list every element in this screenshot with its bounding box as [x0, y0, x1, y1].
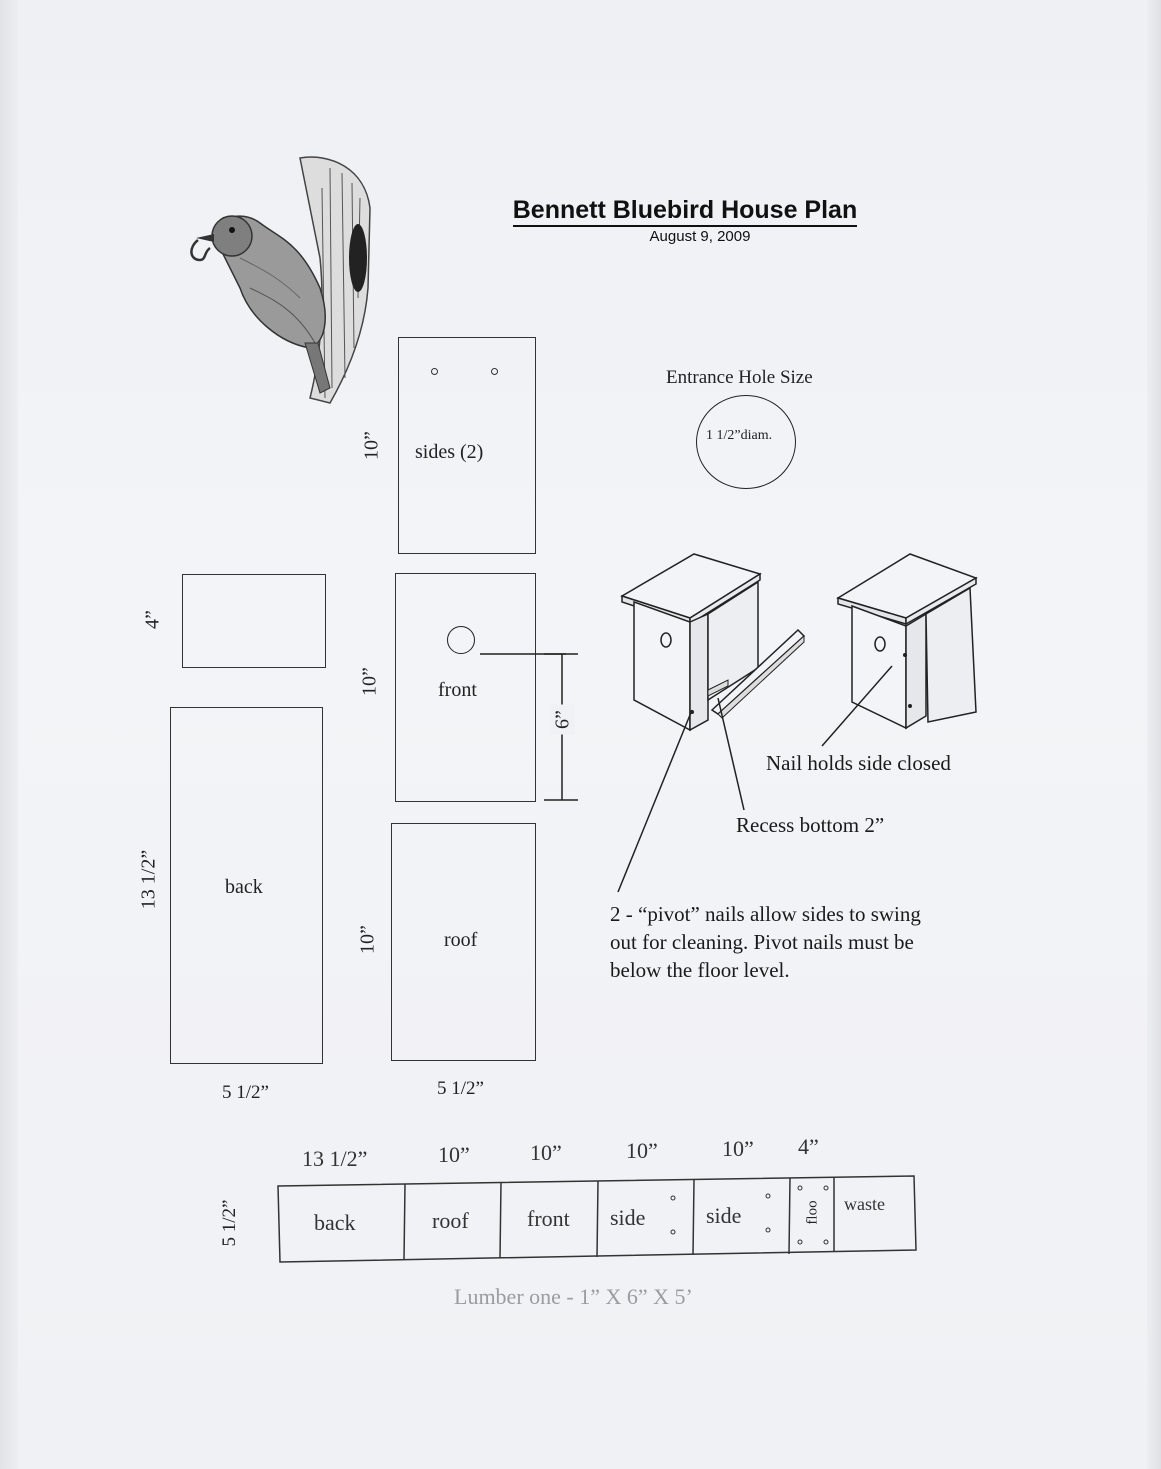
cut-length-back: 13 1/2” — [302, 1146, 368, 1171]
segment-front: front — [527, 1206, 570, 1231]
entrance-hole-size: 1 1/2”diam. — [706, 428, 773, 443]
segment-back: back — [314, 1210, 356, 1235]
roof-label: roof — [444, 929, 478, 951]
back-width-label: 5 1/2” — [222, 1082, 269, 1103]
sides-label: sides (2) — [415, 441, 484, 463]
pivot-note-line-3: below the floor level. — [610, 958, 790, 982]
hole-height-label: 6” — [552, 705, 575, 735]
segment-side-1: side — [610, 1205, 646, 1230]
roof-height-label: 10” — [356, 925, 379, 954]
segment-floor: floo — [804, 1200, 821, 1225]
board-width-label: 5 1/2” — [219, 1199, 240, 1247]
nail-holds-side-note: Nail holds side closed — [766, 751, 951, 775]
front-label: front — [438, 679, 477, 701]
nail-hole-icon — [431, 368, 438, 375]
bluebird-on-tree-icon — [180, 148, 380, 408]
pivot-note-line-1: 2 - “pivot” nails allow sides to swing — [610, 902, 921, 926]
page-right-edge — [1147, 0, 1161, 1469]
recess-bottom-note: Recess bottom 2” — [736, 813, 885, 837]
floor-panel — [182, 574, 326, 668]
entrance-hole-title: Entrance Hole Size — [666, 367, 813, 388]
pivot-note-line-2: out for cleaning. Pivot nails must be — [610, 930, 914, 954]
roof-width-label: 5 1/2” — [437, 1078, 484, 1099]
page-title: Bennett Bluebird House Plan — [470, 196, 900, 225]
sides-height-label: 10” — [360, 431, 383, 460]
segment-roof: roof — [432, 1208, 469, 1233]
cut-length-side-1: 10” — [626, 1138, 658, 1163]
plan-date: August 9, 2009 — [649, 228, 751, 245]
floor-height-label: 4” — [141, 610, 164, 629]
lumber-cut-strip — [278, 1174, 918, 1264]
lumber-requirement: Lumber one - 1” X 6” X 5’ — [454, 1284, 693, 1309]
cut-length-side-2: 10” — [722, 1136, 754, 1161]
entrance-hole-icon — [447, 626, 475, 654]
page-left-edge — [0, 0, 18, 1469]
nail-hole-icon — [491, 368, 498, 375]
segment-waste: waste — [844, 1194, 885, 1214]
back-label: back — [225, 876, 263, 898]
front-height-label: 10” — [358, 667, 381, 696]
cut-length-front: 10” — [530, 1140, 562, 1165]
pivot-nails-note — [610, 900, 921, 984]
back-height-label: 13 1/2” — [137, 849, 160, 910]
segment-side-2: side — [706, 1203, 742, 1228]
cut-length-floor: 4” — [798, 1134, 819, 1159]
cut-length-roof: 10” — [438, 1142, 470, 1167]
